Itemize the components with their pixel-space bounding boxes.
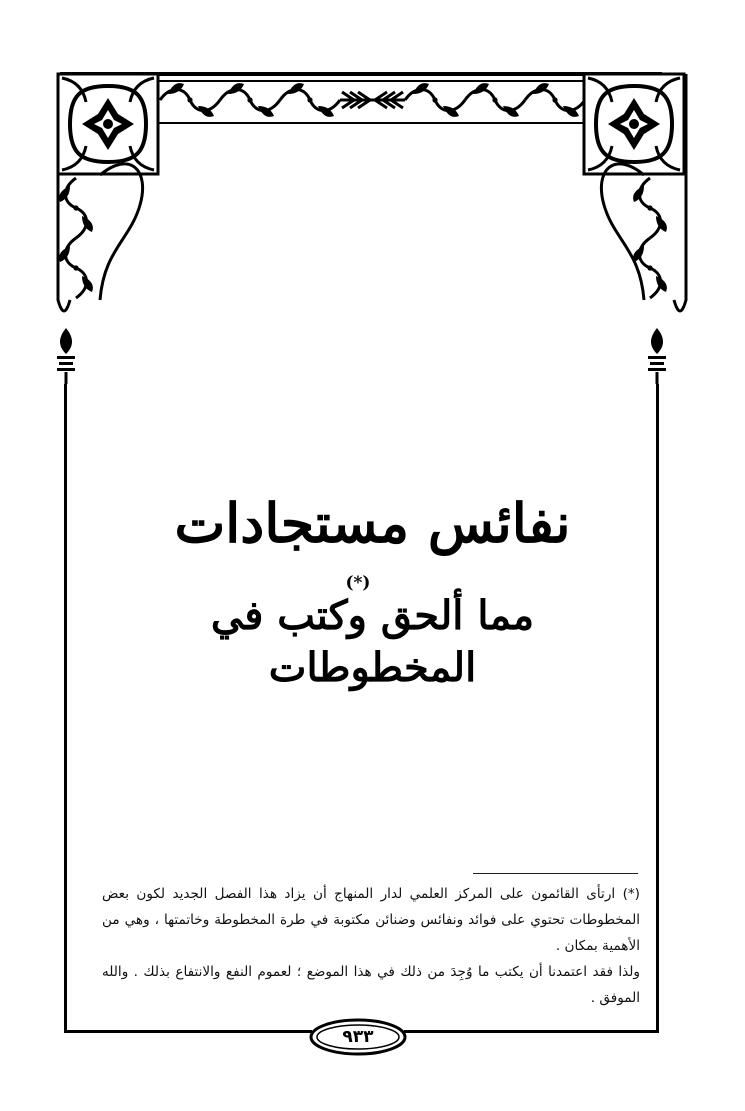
footnote-separator [473,873,638,874]
footnote-marker: (*) [345,573,371,593]
section-subtitle: مما ألحق وكتب في المخطوطات [210,592,535,691]
footnote-paragraph: (*) ارتأى القائمون على المركز العلمي لدار المنهاج أن يزاد هذا الفصل الجديد لكون بعض المخطوطات تحتوي على فوائد ونفائس وضنائن مكتوبة في طرة المخطوطة وخاتمتها ، وهي من الأهمية بمكان . [102,886,640,954]
footnote [102,881,640,1011]
section-title: نفائس مستجادات [174,491,571,555]
page-number: ٩٣٣ [342,1027,374,1047]
footnote-paragraph: ولذا فقد اعتمدنا أن يكتب ما وُجِدَ من ذلك في هذا الموضع ؛ لعموم النفع والانتفاع بذلك . والله الموفق . [102,964,640,1006]
